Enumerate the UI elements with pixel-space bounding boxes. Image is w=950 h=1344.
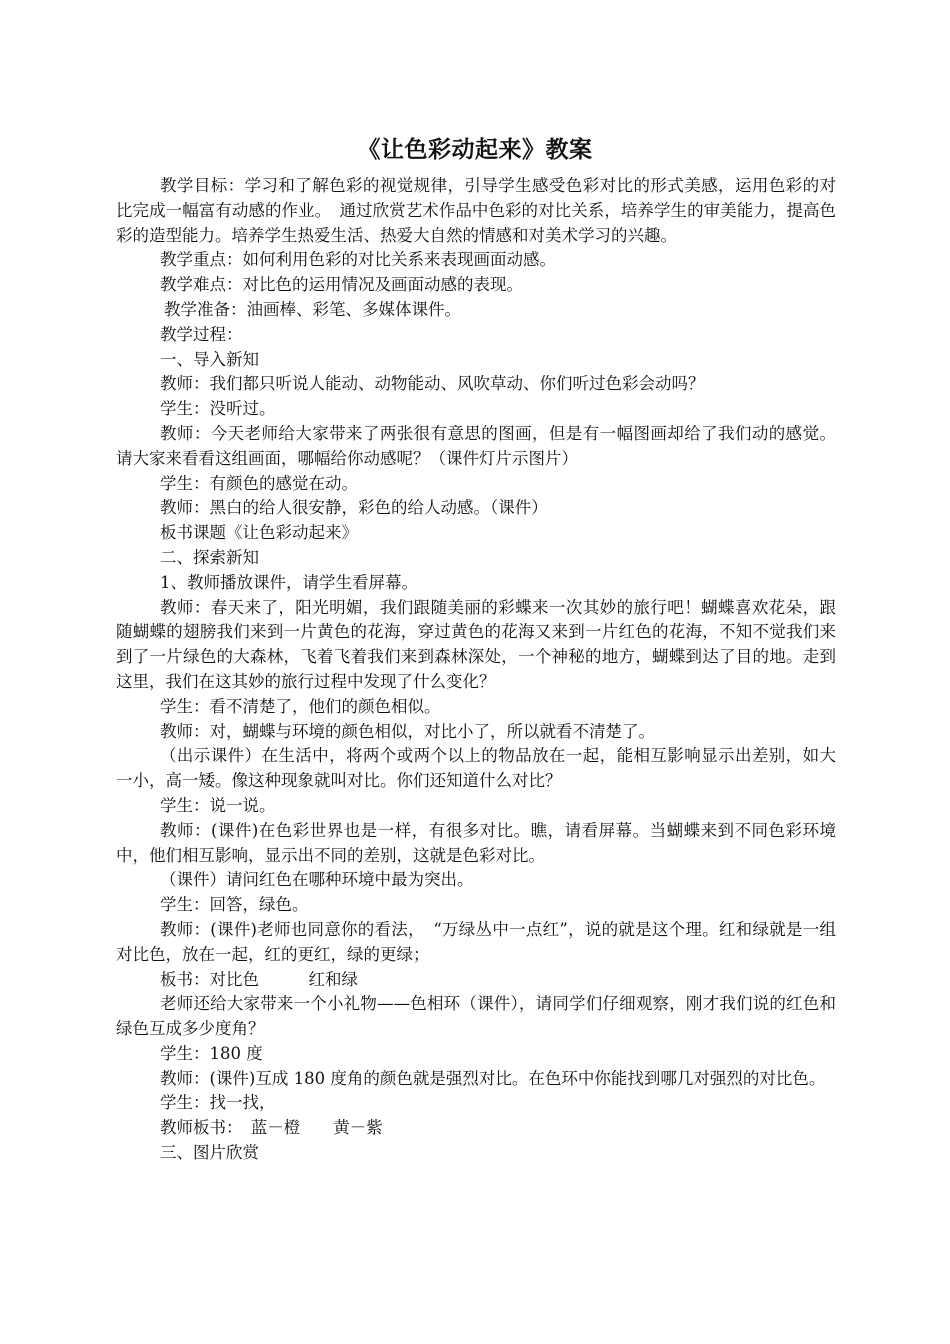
blackboard-title: 板书课题《让色彩动起来》 [160, 523, 358, 543]
paragraph-teaching-goals: 教学目标：学习和了解色彩的视觉规律，引导学生感受色彩对比的形式美感，运用色彩的对比完成一幅富有动感的作业。 通过欣赏艺术作品中色彩的对比关系，培养学生的审美能力，提高色彩的造型能力。培养学生热爱生活、热爱大自然的情感和对美术学习的兴趣。 [116, 176, 836, 245]
dialogue-line: （课件）请问红色在哪种环境中最为突出。 [160, 870, 474, 890]
section-heading-3: 三、图片欣赏 [160, 1143, 259, 1163]
paragraph-preparation: 教学准备：油画棒、彩笔、多媒体课件。 [164, 299, 461, 319]
document-title: 《让色彩动起来》教案 [357, 136, 593, 163]
dialogue-line: 学生：有颜色的感觉在动。 [160, 473, 358, 493]
paragraph-key-points: 教学重点：如何利用色彩的对比关系来表现画面动感。 [160, 250, 556, 270]
dialogue-line: 教师：(课件)老师也同意你的看法， “万绿丛中一点红”，说的就是这个理。红和绿就是一组对比色，放在一起，红的更红，绿的更绿； [116, 919, 836, 964]
dialogue-line: 学生：没听过。 [160, 399, 276, 419]
dialogue-line: 老师还给大家带来一个小礼物——色相环（课件），请同学们仔细观察，刚才我们说的红色和绿色互成多少度角？ [116, 994, 836, 1039]
dialogue-line: 教师：(课件)在色彩世界也是一样，有很多对比。瞧，请看屏幕。当蝴蝶来到不同色彩环境中，他们相互影响，显示出不同的差别，这就是色彩对比。 [116, 820, 836, 865]
dialogue-line: 教师：我们都只听说人能动、动物能动、风吹草动、你们听过色彩会动吗？ [160, 374, 705, 394]
dialogue-line: 学生：回答，绿色。 [160, 895, 309, 915]
document-body [116, 174, 836, 1166]
dialogue-line: 学生：说一说。 [160, 795, 276, 815]
dialogue-line: 教师：黑白的给人很安静，彩色的给人动感。（课件） [160, 498, 548, 518]
blackboard-line: 教师板书： 蓝－橙 黄－紫 [160, 1118, 383, 1138]
blackboard-line: 板书：对比色 红和绿 [160, 969, 358, 989]
dialogue-line: 教师：(课件)互成 180 度角的颜色就是强烈对比。在色环中你能找到哪几对强烈的对比色。 [160, 1068, 826, 1088]
paragraph-process-heading: 教学过程： [160, 324, 243, 344]
section-heading-1: 一、导入新知 [160, 349, 259, 369]
section-heading-2: 二、探索新知 [160, 547, 259, 567]
dialogue-line: 学生：看不清楚了，他们的颜色相似。 [160, 696, 441, 716]
dialogue-line: 教师：今天老师给大家带来了两张很有意思的图画，但是有一幅图画却给了我们动的感觉。请大家来看看这组画面，哪幅给你动感呢？（课件灯片示图片） [116, 423, 836, 468]
dialogue-line: 学生：180 度 [160, 1043, 263, 1063]
step-line: 1、教师播放课件，请学生看屏幕。 [160, 572, 418, 592]
dialogue-line: 学生：找一找， [160, 1093, 276, 1113]
dialogue-line: 教师：春天来了，阳光明媚，我们跟随美丽的彩蝶来一次其妙的旅行吧！蝴蝶喜欢花朵，跟随蝴蝶的翅膀我们来到一片黄色的花海，穿过黄色的花海又来到一片红色的花海，不知不觉我们来到了一片绿色的大森林，飞着飞着我们来到森林深处，一个神秘的地方，蝴蝶到达了目的地。走到这里，我们在这其妙的旅行过程中发现了什么变化？ [116, 597, 836, 691]
dialogue-line: （出示课件）在生活中，将两个或两个以上的物品放在一起，能相互影响显示出差别，如大一小，高一矮。像这种现象就叫对比。你们还知道什么对比？ [116, 746, 836, 791]
dialogue-line: 教师：对，蝴蝶与环境的颜色相似，对比小了，所以就看不清楚了。 [160, 721, 655, 741]
paragraph-difficulties: 教学难点：对比色的运用情况及画面动感的表现。 [160, 275, 523, 295]
